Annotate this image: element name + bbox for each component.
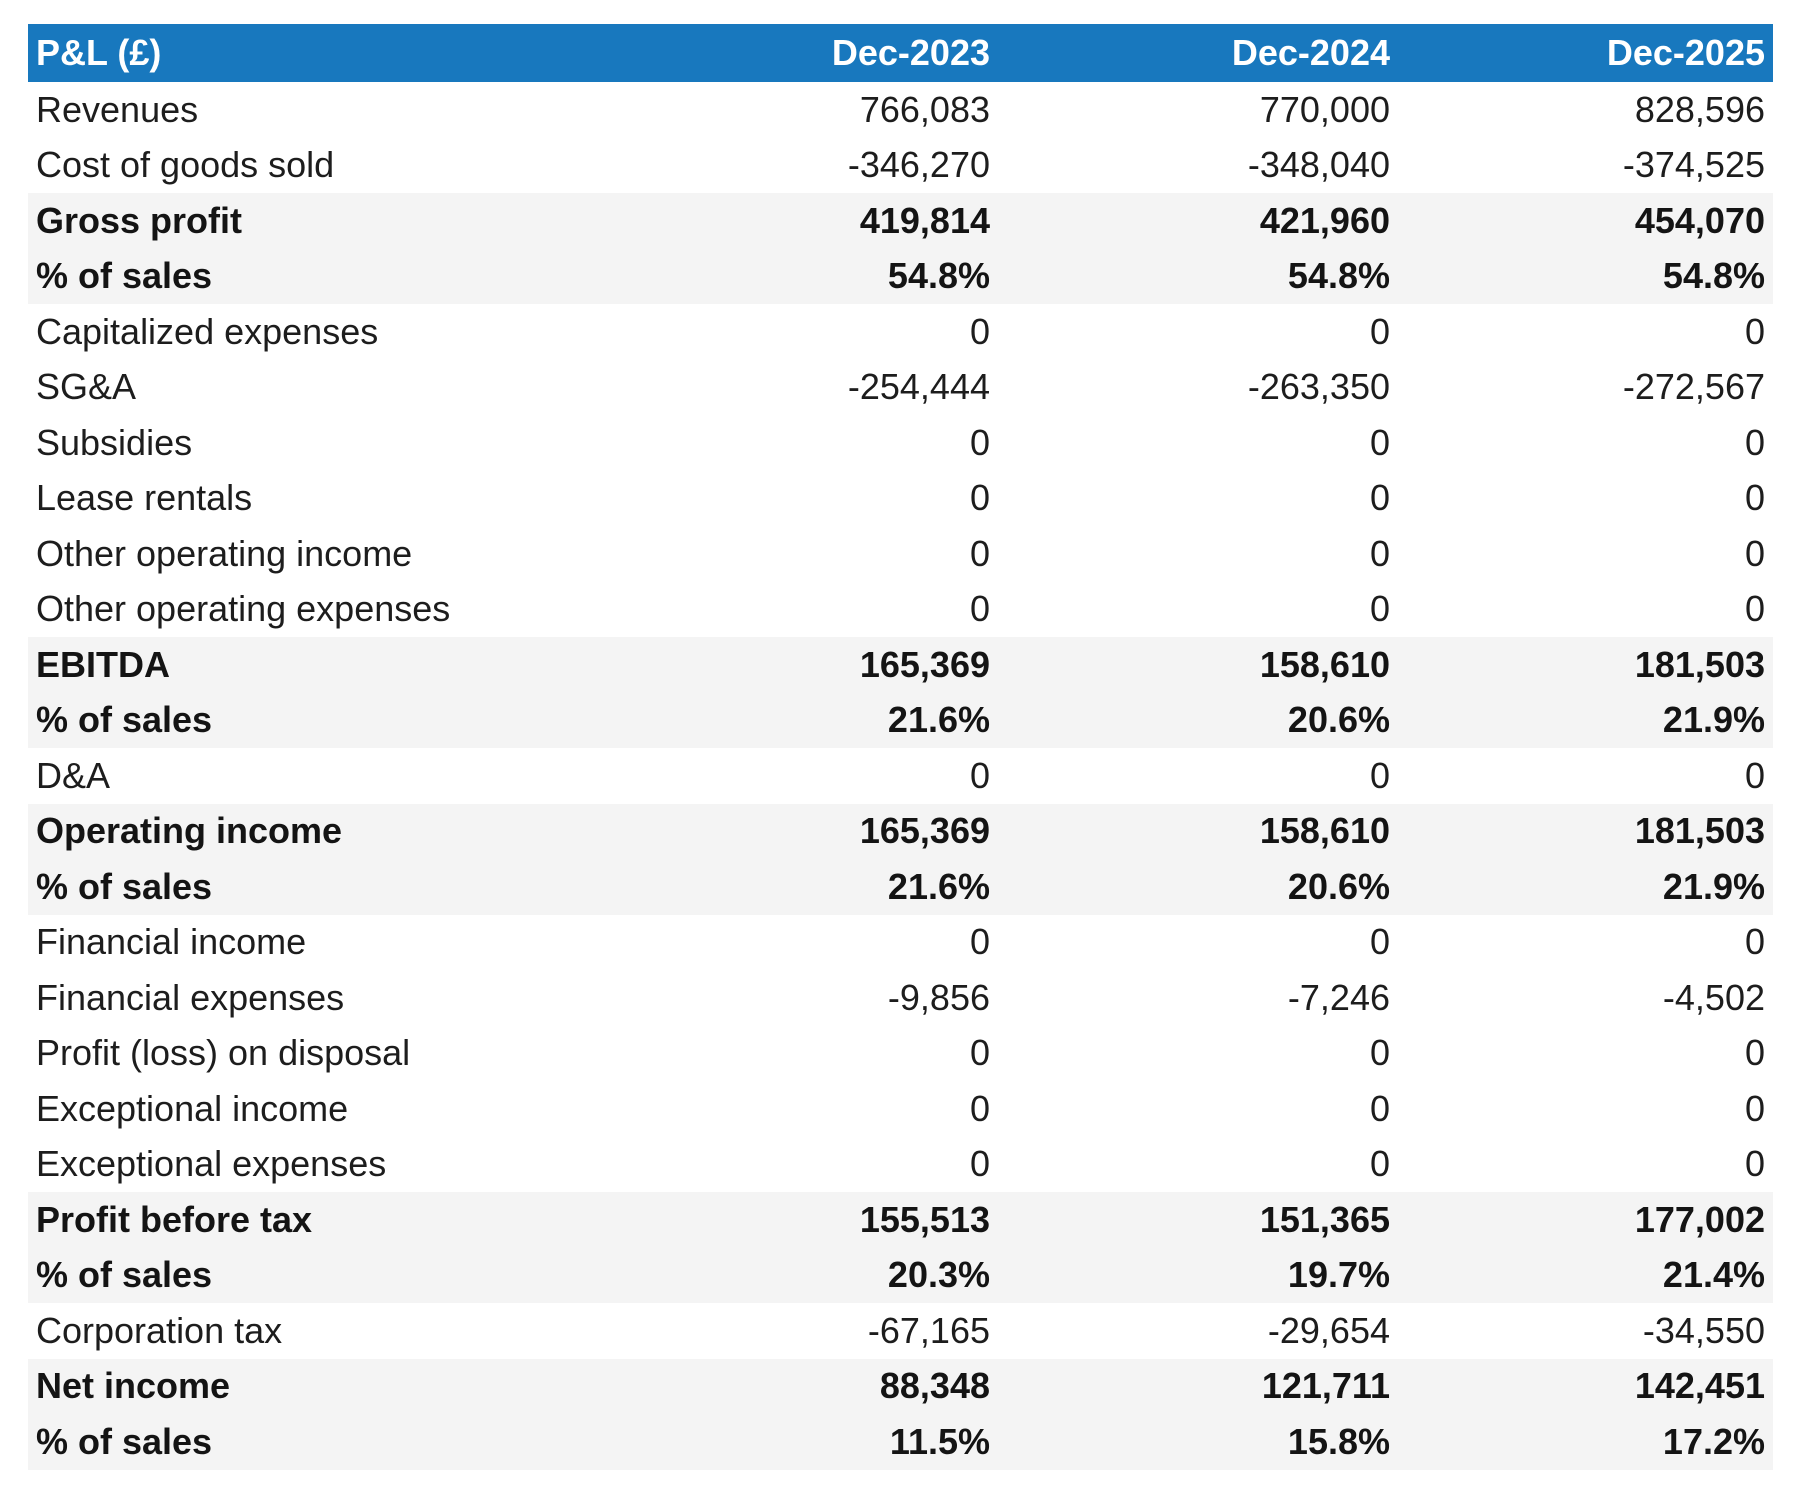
row-value: 54.8% — [1398, 249, 1773, 305]
table-row — [28, 471, 1773, 527]
row-value: 0 — [1398, 748, 1773, 804]
row-value: 11.5% — [598, 1414, 998, 1470]
row-value: 177,002 — [1398, 1192, 1773, 1248]
row-value: 21.9% — [1398, 859, 1773, 915]
row-value: 21.4% — [1398, 1248, 1773, 1304]
row-value: -29,654 — [998, 1303, 1398, 1359]
row-value: 15.8% — [998, 1414, 1398, 1470]
row-value: 21.6% — [598, 859, 998, 915]
row-value: 0 — [598, 415, 998, 471]
row-value: 0 — [598, 304, 998, 360]
row-value: 121,711 — [998, 1359, 1398, 1415]
row-value: 0 — [998, 582, 1398, 638]
table-row — [28, 249, 1773, 305]
row-label: Other operating expenses — [28, 582, 598, 638]
table-row — [28, 1414, 1773, 1470]
row-label: % of sales — [28, 693, 598, 749]
row-label: Financial expenses — [28, 970, 598, 1026]
row-value: 0 — [1398, 526, 1773, 582]
row-label: % of sales — [28, 859, 598, 915]
table-row — [28, 970, 1773, 1026]
row-value: 0 — [1398, 915, 1773, 971]
table-row — [28, 1359, 1773, 1415]
row-value: 0 — [998, 1081, 1398, 1137]
row-label: Net income — [28, 1359, 598, 1415]
row-value: 142,451 — [1398, 1359, 1773, 1415]
row-value: 165,369 — [598, 804, 998, 860]
row-label: Exceptional expenses — [28, 1137, 598, 1193]
row-value: 88,348 — [598, 1359, 998, 1415]
row-label: Capitalized expenses — [28, 304, 598, 360]
row-value: 0 — [998, 748, 1398, 804]
row-value: 158,610 — [998, 637, 1398, 693]
table-row — [28, 360, 1773, 416]
row-value: 0 — [1398, 1026, 1773, 1082]
row-value: 0 — [598, 1026, 998, 1082]
row-value: 20.6% — [998, 859, 1398, 915]
table-row — [28, 915, 1773, 971]
row-value: -7,246 — [998, 970, 1398, 1026]
row-value: 0 — [598, 582, 998, 638]
row-value: 151,365 — [998, 1192, 1398, 1248]
row-value: 0 — [1398, 1137, 1773, 1193]
table-header — [28, 24, 1773, 82]
row-value: 0 — [598, 915, 998, 971]
row-value: 19.7% — [998, 1248, 1398, 1304]
table-body — [28, 82, 1773, 1470]
table-row — [28, 415, 1773, 471]
row-value: 181,503 — [1398, 637, 1773, 693]
row-value: 0 — [598, 748, 998, 804]
row-label: Corporation tax — [28, 1303, 598, 1359]
row-label: % of sales — [28, 1248, 598, 1304]
row-value: 21.6% — [598, 693, 998, 749]
table-row — [28, 1303, 1773, 1359]
row-label: Subsidies — [28, 415, 598, 471]
row-label: Lease rentals — [28, 471, 598, 527]
row-value: 0 — [998, 304, 1398, 360]
row-value: 0 — [998, 471, 1398, 527]
table-row — [28, 1137, 1773, 1193]
row-value: 454,070 — [1398, 193, 1773, 249]
table-row — [28, 138, 1773, 194]
pnl-table — [28, 24, 1773, 1470]
table-row — [28, 693, 1773, 749]
column-header-dec-2025: Dec-2025 — [1398, 24, 1773, 82]
row-value: 0 — [1398, 1081, 1773, 1137]
row-value: 0 — [598, 526, 998, 582]
row-value: -374,525 — [1398, 138, 1773, 194]
row-value: -263,350 — [998, 360, 1398, 416]
row-label: % of sales — [28, 1414, 598, 1470]
row-label: Other operating income — [28, 526, 598, 582]
row-value: 17.2% — [1398, 1414, 1773, 1470]
table-row — [28, 859, 1773, 915]
table-row — [28, 1026, 1773, 1082]
row-value: 0 — [1398, 415, 1773, 471]
row-label: SG&A — [28, 360, 598, 416]
row-value: 21.9% — [1398, 693, 1773, 749]
row-label: Profit (loss) on disposal — [28, 1026, 598, 1082]
row-label: Profit before tax — [28, 1192, 598, 1248]
table-row — [28, 637, 1773, 693]
row-value: -254,444 — [598, 360, 998, 416]
table-row — [28, 193, 1773, 249]
row-label: % of sales — [28, 249, 598, 305]
table-row — [28, 526, 1773, 582]
row-value: 0 — [598, 471, 998, 527]
row-value: -346,270 — [598, 138, 998, 194]
table-row — [28, 804, 1773, 860]
table-row — [28, 582, 1773, 638]
table-row — [28, 1192, 1773, 1248]
row-value: -272,567 — [1398, 360, 1773, 416]
row-value: 0 — [1398, 582, 1773, 638]
table-row — [28, 1248, 1773, 1304]
row-value: 54.8% — [998, 249, 1398, 305]
row-value: -4,502 — [1398, 970, 1773, 1026]
row-value: 158,610 — [998, 804, 1398, 860]
row-value: -9,856 — [598, 970, 998, 1026]
column-header-dec-2023: Dec-2023 — [598, 24, 998, 82]
row-value: -34,550 — [1398, 1303, 1773, 1359]
row-label: D&A — [28, 748, 598, 804]
row-value: 20.6% — [998, 693, 1398, 749]
row-value: 0 — [998, 915, 1398, 971]
row-value: 20.3% — [598, 1248, 998, 1304]
row-value: 0 — [1398, 471, 1773, 527]
row-value: 54.8% — [598, 249, 998, 305]
row-value: 181,503 — [1398, 804, 1773, 860]
row-value: 419,814 — [598, 193, 998, 249]
row-value: 766,083 — [598, 82, 998, 138]
row-value: 421,960 — [998, 193, 1398, 249]
row-label: Revenues — [28, 82, 598, 138]
row-value: 828,596 — [1398, 82, 1773, 138]
row-value: 770,000 — [998, 82, 1398, 138]
table-title-cell: P&L (£) — [28, 24, 598, 82]
row-value: 0 — [998, 1026, 1398, 1082]
row-value: -348,040 — [998, 138, 1398, 194]
row-label: Financial income — [28, 915, 598, 971]
row-label: Gross profit — [28, 193, 598, 249]
row-label: Exceptional income — [28, 1081, 598, 1137]
table-header-row — [28, 24, 1773, 82]
column-header-dec-2024: Dec-2024 — [998, 24, 1398, 82]
row-label: Operating income — [28, 804, 598, 860]
row-value: 165,369 — [598, 637, 998, 693]
row-label: EBITDA — [28, 637, 598, 693]
row-value: 0 — [598, 1081, 998, 1137]
row-value: 0 — [998, 415, 1398, 471]
row-value: 0 — [998, 1137, 1398, 1193]
row-label: Cost of goods sold — [28, 138, 598, 194]
row-value: 155,513 — [598, 1192, 998, 1248]
table-row — [28, 82, 1773, 138]
row-value: 0 — [998, 526, 1398, 582]
row-value: 0 — [598, 1137, 998, 1193]
table-row — [28, 304, 1773, 360]
table-row — [28, 748, 1773, 804]
row-value: -67,165 — [598, 1303, 998, 1359]
row-value: 0 — [1398, 304, 1773, 360]
table-row — [28, 1081, 1773, 1137]
